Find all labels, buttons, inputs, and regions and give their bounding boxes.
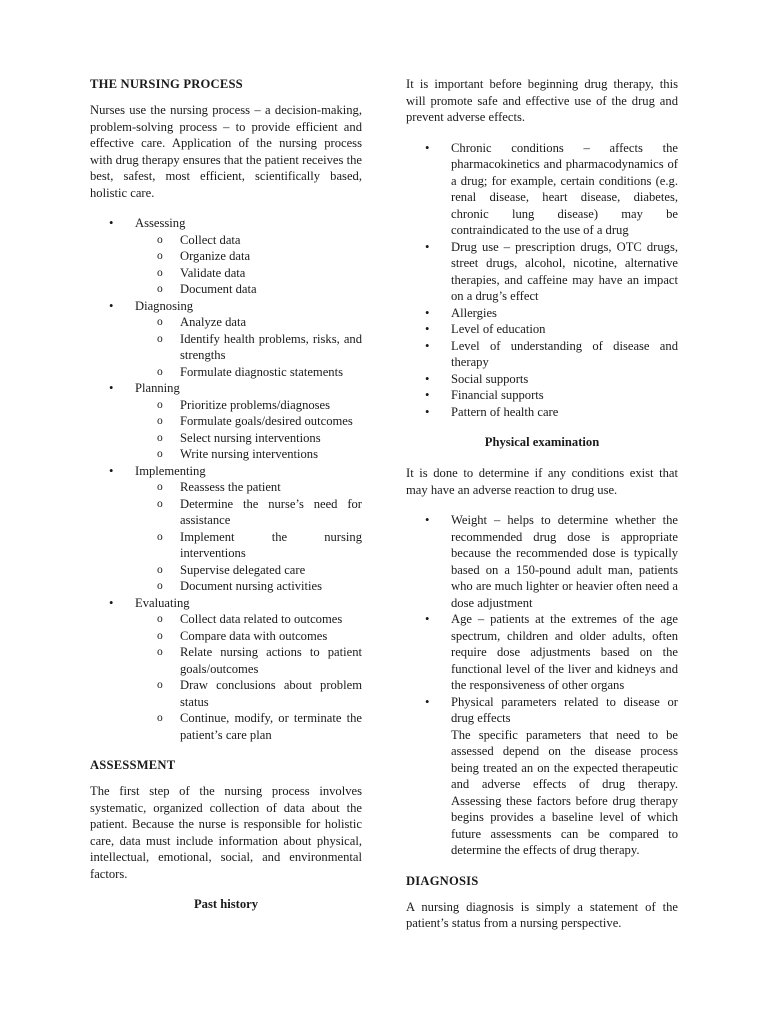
history-item: • Social supports (406, 371, 678, 388)
substep-item: o Write nursing interventions (135, 446, 362, 463)
substep-item: o Analyze data (135, 314, 362, 331)
history-item: • Level of education (406, 321, 678, 338)
substep-item: o Compare data with outcomes (135, 628, 362, 645)
substep-item: o Collect data related to outcomes (135, 611, 362, 628)
physical-item (406, 694, 678, 859)
substep-item: o Identify health problems, risks, and strengths (135, 331, 362, 364)
step-label: Planning (135, 381, 180, 395)
substep-item: o Draw conclusions about problem status (135, 677, 362, 710)
substep-item: o Document nursing activities (135, 578, 362, 595)
intro-paragraph: Nurses use the nursing process – a decision-making, problem-solving process – to provide efficient and effective care. Application of the nursing process with drug therapy ensures that the patient receives the best, safest, most efficient, scientifically based, holistic care. (90, 103, 362, 200)
history-item: • Pattern of health care (406, 404, 678, 421)
step-label: Evaluating (135, 595, 190, 610)
substep-item: o Implement the nursing interventions (135, 529, 362, 562)
right-column (406, 76, 678, 946)
assessment-heading: ASSESSMENT (90, 758, 176, 772)
step-assessing (90, 215, 362, 298)
substep-list (135, 314, 362, 380)
substep-item: o Organize data (135, 248, 362, 265)
substep-list (135, 611, 362, 743)
substep-item: o Document data (135, 281, 362, 298)
substep-list (135, 397, 362, 463)
history-item: • Drug use – prescription drugs, OTC drugs, street drugs, alcohol, nicotine, alternative therapies, and caffeine may have an impact on a drug’s effect (406, 239, 678, 305)
step-label: Diagnosing (135, 298, 194, 313)
page-title: THE NURSING PROCESS (90, 77, 243, 91)
history-item: • Allergies (406, 305, 678, 322)
substep-item: o Select nursing interventions (135, 430, 362, 447)
past-history-heading: Past history (193, 897, 258, 911)
physical-intro-paragraph: It is done to determine if any conditions exist that may have an adverse reaction to drug use. (406, 466, 678, 497)
left-column (90, 76, 362, 927)
substep-item: o Determine the nurse’s need for assistance (135, 496, 362, 529)
step-implementing (90, 463, 362, 595)
history-intro-paragraph: It is important before beginning drug therapy, this will promote safe and effective use of the drug and prevent adverse effects. (406, 77, 678, 124)
physical-item-label: Physical parameters related to disease or drug effects (451, 694, 678, 725)
substep-list (135, 232, 362, 298)
history-item: • Financial supports (406, 387, 678, 404)
physical-note: The specific parameters that need to be assessed depend on the disease process being treated an on the expected therapeutic and adverse effects of drug therapy. Assessing these factors before drug therapy begins provides a baseline level of which future assessments can be compared to determine the effects of drug therapy. (451, 727, 678, 857)
history-item: • Chronic conditions – affects the pharmacokinetics and pharmacodynamics of a drug; for example, certain conditions (e.g. renal disease, heart disease, diabetes, chronic lung disease) may be contraindicated to the use of a drug (406, 140, 678, 239)
assessment-paragraph: The first step of the nursing process involves systematic, organized collection of data about the patient. Because the nurse is responsible for holistic care, data must include information about physical, intellectual, emotional, social, and environmental factors. (90, 784, 362, 881)
substep-item: o Prioritize problems/diagnoses (135, 397, 362, 414)
substep-item: o Reassess the patient (135, 479, 362, 496)
substep-item: o Validate data (135, 265, 362, 282)
history-item: • Level of understanding of disease and therapy (406, 338, 678, 371)
diagnosis-paragraph: A nursing diagnosis is simply a statement of the patient’s status from a nursing perspective. (406, 899, 678, 930)
step-evaluating (90, 595, 362, 744)
nursing-process-steps (90, 215, 362, 743)
physical-item: • Weight – helps to determine whether the recommended drug dose is appropriate because the recommended dose is typically based on a 150-pound adult man, patients who are much lighter or heavier often need a dose adjustment (406, 512, 678, 611)
physical-exam-heading: Physical examination (484, 435, 600, 449)
substep-item: o Formulate diagnostic statements (135, 364, 362, 381)
substep-item: o Formulate goals/desired outcomes (135, 413, 362, 430)
substep-item: o Continue, modify, or terminate the patient’s care plan (135, 710, 362, 743)
history-list (406, 140, 678, 421)
diagnosis-heading: DIAGNOSIS (406, 873, 479, 888)
physical-item: • Age – patients at the extremes of the age spectrum, children and older adults, often require dose adjustments based on the functional level of the liver and kidneys and the responsiveness of other organs (406, 611, 678, 694)
step-diagnosing (90, 298, 362, 381)
physical-list (406, 512, 678, 859)
substep-list (135, 479, 362, 595)
substep-item: o Supervise delegated care (135, 562, 362, 579)
substep-item: o Collect data (135, 232, 362, 249)
substep-item: o Relate nursing actions to patient goals/outcomes (135, 644, 362, 677)
step-label: Implementing (135, 463, 206, 478)
step-planning (90, 380, 362, 463)
step-label: Assessing (135, 216, 186, 230)
